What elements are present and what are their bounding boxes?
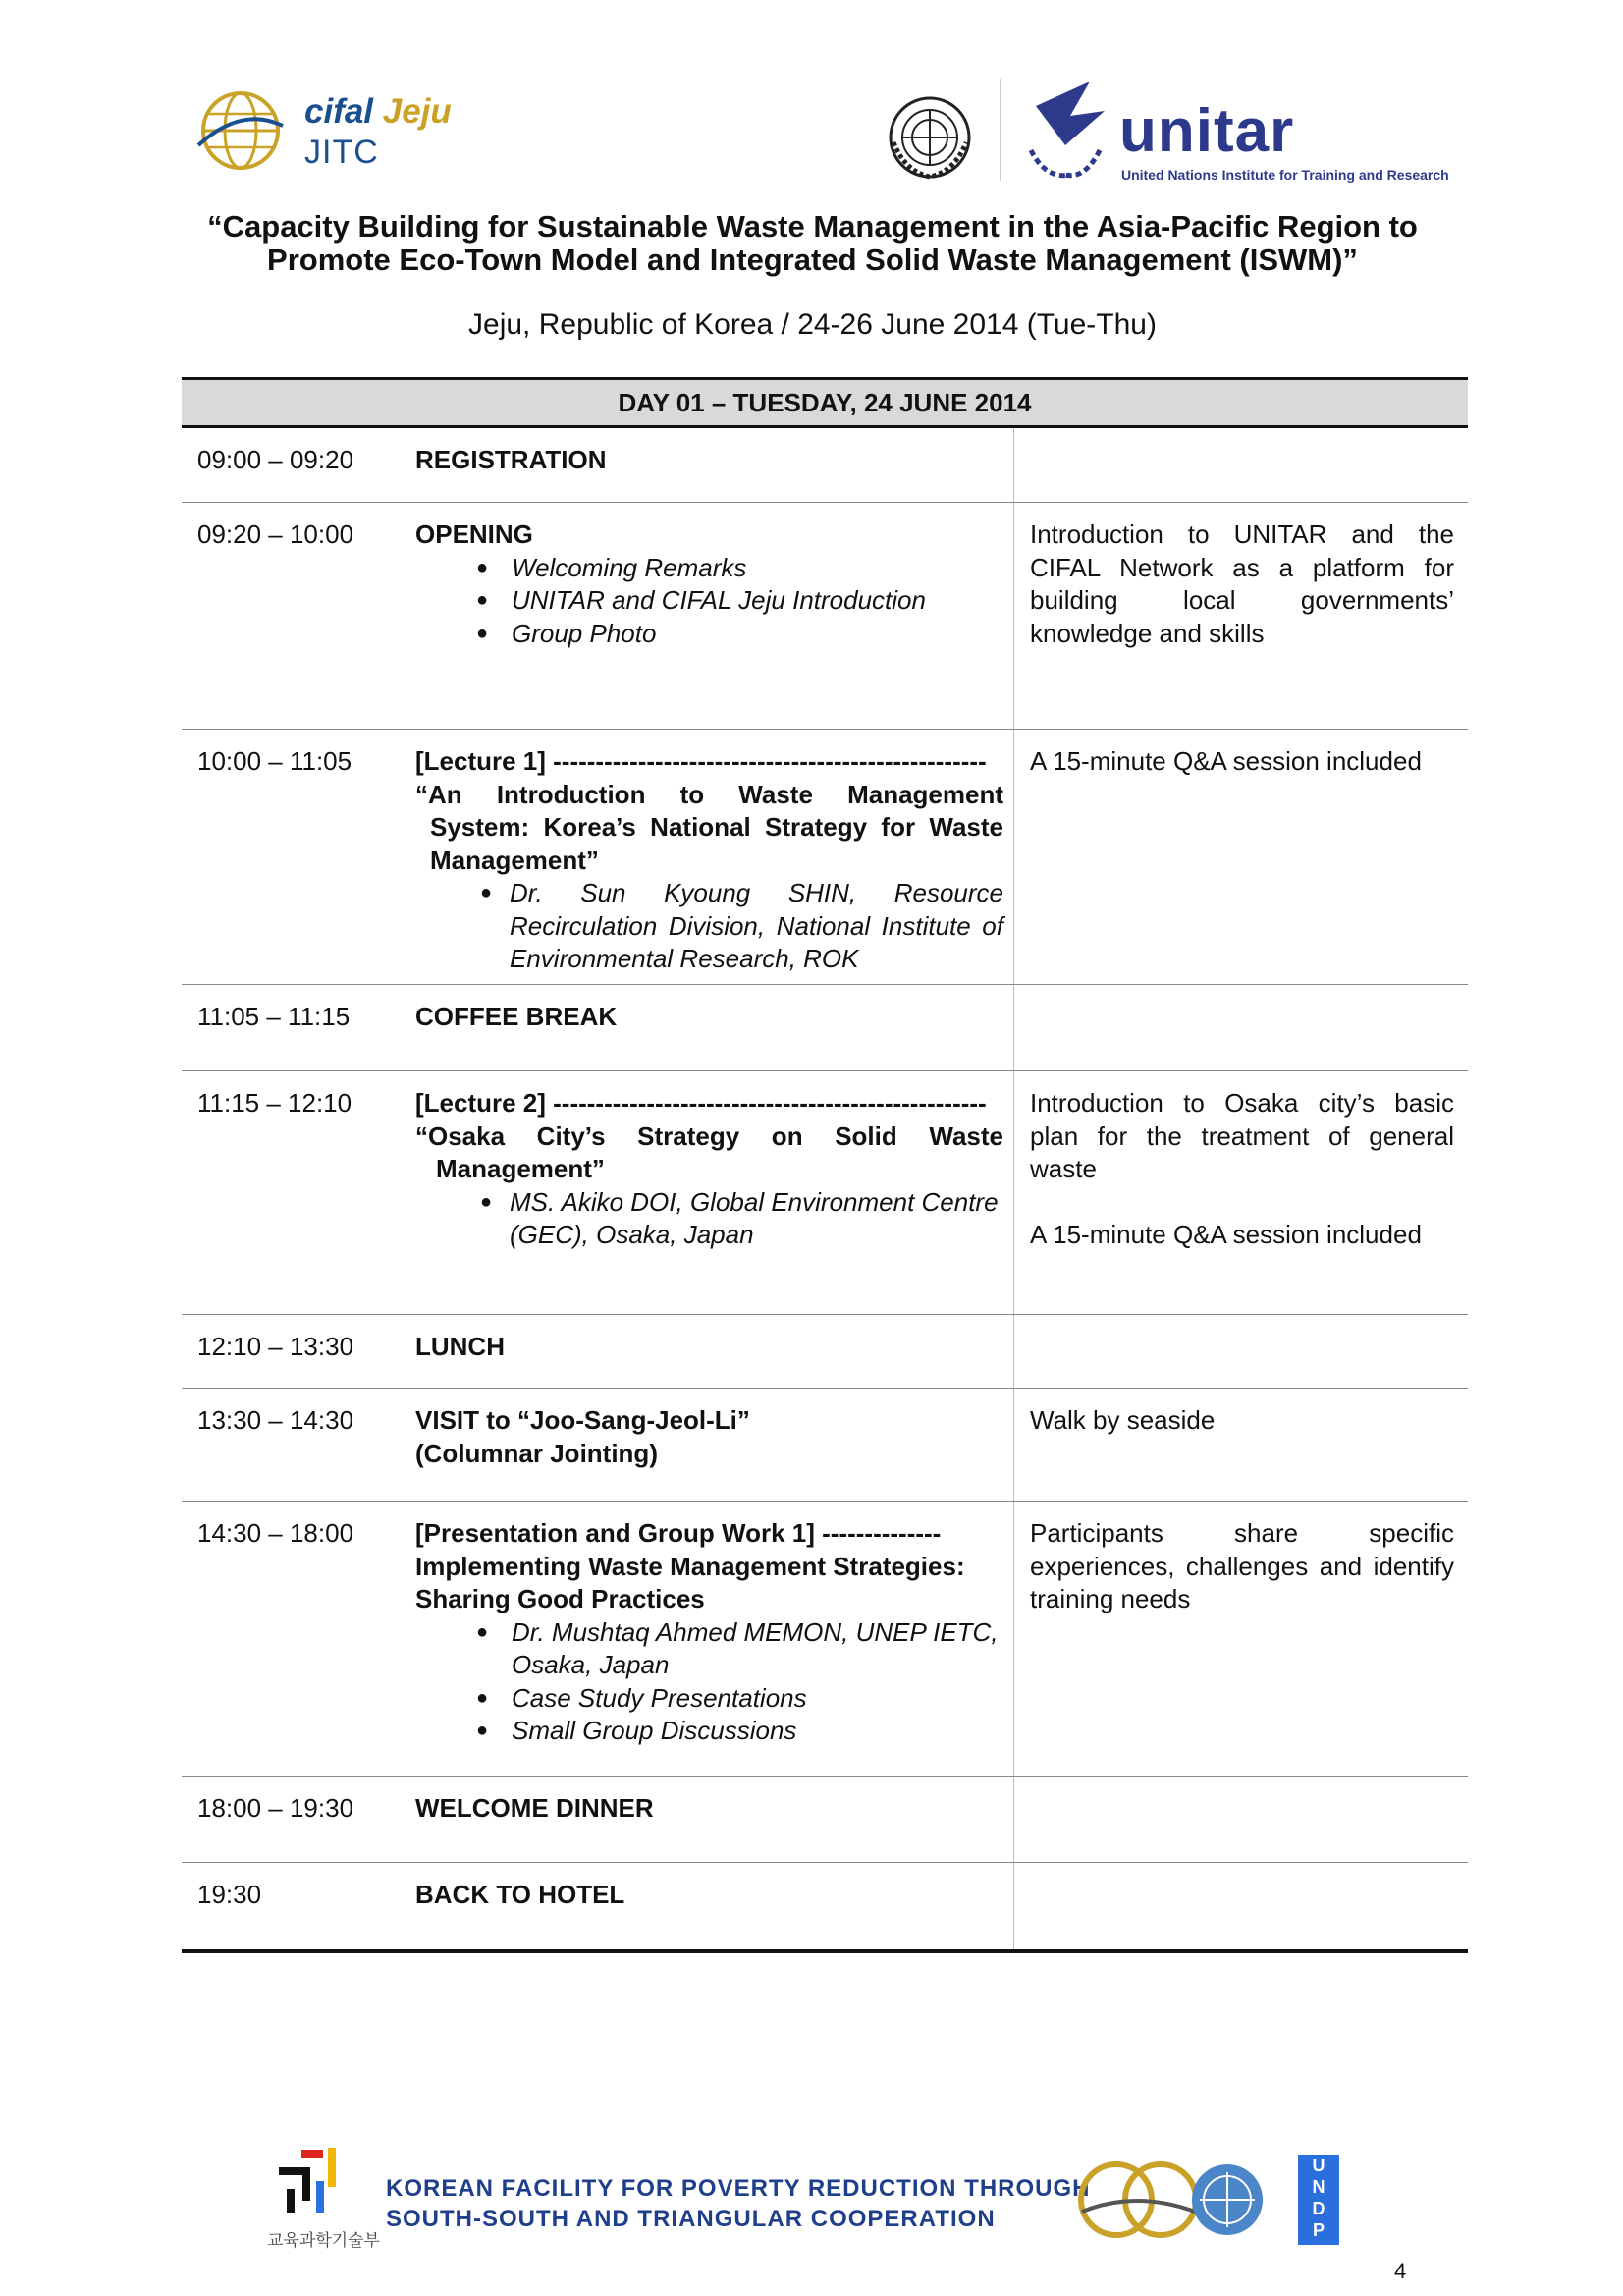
list-item: ● Small Group Discussions [415, 1715, 1003, 1748]
undp-logo: U N D P [1298, 2155, 1339, 2245]
day-header: DAY 01 – TUESDAY, 24 JUNE 2014 [182, 377, 1468, 428]
row-note: Introduction to UNITAR and the CIFAL Network as a platform for building local governments’ knowledge and skills [1030, 519, 1454, 648]
row-time: 10:00 – 11:05 [197, 746, 352, 776]
row-time: 09:20 – 10:00 [197, 519, 354, 549]
row-time: 11:05 – 11:15 [197, 1002, 351, 1031]
list-item: ● UNITAR and CIFAL Jeju Introduction [415, 584, 1003, 618]
unitar-bird-icon [1016, 77, 1114, 185]
row-note [1014, 985, 1468, 1070]
ministry-logo [257, 2146, 380, 2254]
row-content [415, 1389, 1014, 1501]
list-item: ● Dr. Sun Kyoung SHIN, Resource Recirculation Division, National Institute of Environmental Research, ROK [415, 877, 1003, 976]
row-subtitle: Management” [430, 845, 599, 875]
row-title: LUNCH [415, 1315, 1014, 1388]
row-title: OPENING [415, 519, 533, 549]
row-note [1014, 1071, 1468, 1314]
list-item: ● Group Photo [415, 618, 1003, 651]
row-note: Participants share specific experiences, challenges and identify training needs [1030, 1518, 1454, 1613]
table-row [182, 1071, 1468, 1315]
row-title: [Lecture 2] --------------------------------------------------- [415, 1088, 987, 1118]
row-title: BACK TO HOTEL [415, 1863, 1014, 1949]
bullet-list [415, 552, 1003, 651]
row-subtitle: Management” [436, 1154, 605, 1183]
unitar-wordmark: unitar [1119, 97, 1295, 165]
agenda-table [182, 377, 1468, 1953]
table-row [182, 1502, 1468, 1777]
table-row [182, 1315, 1468, 1389]
row-note [1014, 428, 1468, 502]
list-item: ● Case Study Presentations [415, 1682, 1003, 1716]
row-time: 13:30 – 14:30 [197, 1405, 354, 1435]
globe-icon [196, 86, 285, 175]
row-time: 09:00 – 09:20 [197, 445, 354, 474]
unitar-tagline: United Nations Institute for Training and Research [1121, 167, 1449, 183]
cifal-jeju-wordmark: cifal Jeju [304, 92, 452, 131]
ministry-name: 교육과학기술부 [267, 2231, 380, 2250]
footer-text: KOREAN FACILITY FOR POVERTY REDUCTION THROUGH SOUTH-SOUTH AND TRIANGULAR COOPERATION [386, 2175, 1091, 2232]
cifal-jeju-logo [196, 86, 491, 175]
bullet-list [415, 1186, 1003, 1252]
list-item: ● Welcoming Remarks [415, 552, 1003, 585]
row-title: [Presentation and Group Work 1] -------------- [415, 1518, 942, 1548]
row-content [415, 730, 1014, 984]
row-note [1014, 1863, 1468, 1949]
row-time: 12:10 – 13:30 [197, 1332, 354, 1361]
row-note-text: Introduction to Osaka city’s basic plan for the treatment of general waste [1030, 1088, 1454, 1183]
bullet-list [415, 877, 1003, 976]
row-note: A 15-minute Q&A session included [1030, 746, 1422, 776]
partner-emblems-icon [1072, 2151, 1269, 2249]
table-row [182, 1863, 1468, 1953]
row-subtitle: Implementing Waste Management Strategies: [415, 1551, 965, 1581]
logo-divider [1000, 79, 1001, 181]
table-row [182, 1777, 1468, 1863]
un-emblem-icon [886, 93, 974, 182]
row-subtitle: System: Korea’s National Strategy for Waste [430, 812, 1003, 842]
list-item: ● MS. Akiko DOI, Global Environment Centre (GEC), Osaka, Japan [415, 1186, 1003, 1252]
row-content [415, 1502, 1014, 1776]
table-row [182, 730, 1468, 985]
row-subtitle: “Osaka City’s Strategy on Solid Waste [415, 1121, 1003, 1151]
list-item: ● Dr. Mushtaq Ahmed MEMON, UNEP IETC, Osaka, Japan [415, 1616, 1003, 1682]
page-number: 4 [1394, 2259, 1407, 2283]
ministry-mark-icon [257, 2146, 375, 2224]
row-title: REGISTRATION [415, 428, 1014, 502]
row-note [1014, 1777, 1468, 1862]
row-title: WELCOME DINNER [415, 1777, 1014, 1862]
row-title: [Lecture 1] --------------------------------------------------- [415, 746, 987, 776]
bullet-list [415, 1616, 1003, 1748]
row-note: Walk by seaside [1030, 1405, 1216, 1435]
document-title: “Capacity Building for Sustainable Waste Management in the Asia-Pacific Region to Promote Eco-Town Model and Integrated Solid Waste Management (ISWM)” [207, 209, 1418, 277]
row-time: 19:30 [197, 1880, 262, 1909]
table-row [182, 985, 1468, 1071]
row-time: 18:00 – 19:30 [197, 1793, 354, 1823]
row-subtitle: “An Introduction to Waste Management [415, 779, 1003, 809]
document-subtitle: Jeju, Republic of Korea / 24-26 June 2014 (Tue-Thu) [468, 308, 1157, 341]
row-title: VISIT to “Joo-Sang-Jeol-Li” [415, 1405, 750, 1435]
row-content [415, 1071, 1014, 1314]
table-row [182, 503, 1468, 730]
row-subtitle: (Columnar Jointing) [415, 1438, 658, 1468]
row-note-text: A 15-minute Q&A session included [1030, 1219, 1422, 1249]
table-row [182, 428, 1468, 503]
table-row [182, 1389, 1468, 1502]
partner-logos [1072, 2151, 1357, 2249]
row-time: 11:15 – 12:10 [197, 1088, 352, 1118]
row-subtitle: Sharing Good Practices [415, 1584, 705, 1613]
row-title: COFFEE BREAK [415, 985, 1014, 1070]
row-time: 14:30 – 18:00 [197, 1518, 354, 1548]
row-note [1014, 1315, 1468, 1388]
row-content [415, 503, 1014, 729]
jitc-wordmark: JITC [304, 134, 379, 171]
